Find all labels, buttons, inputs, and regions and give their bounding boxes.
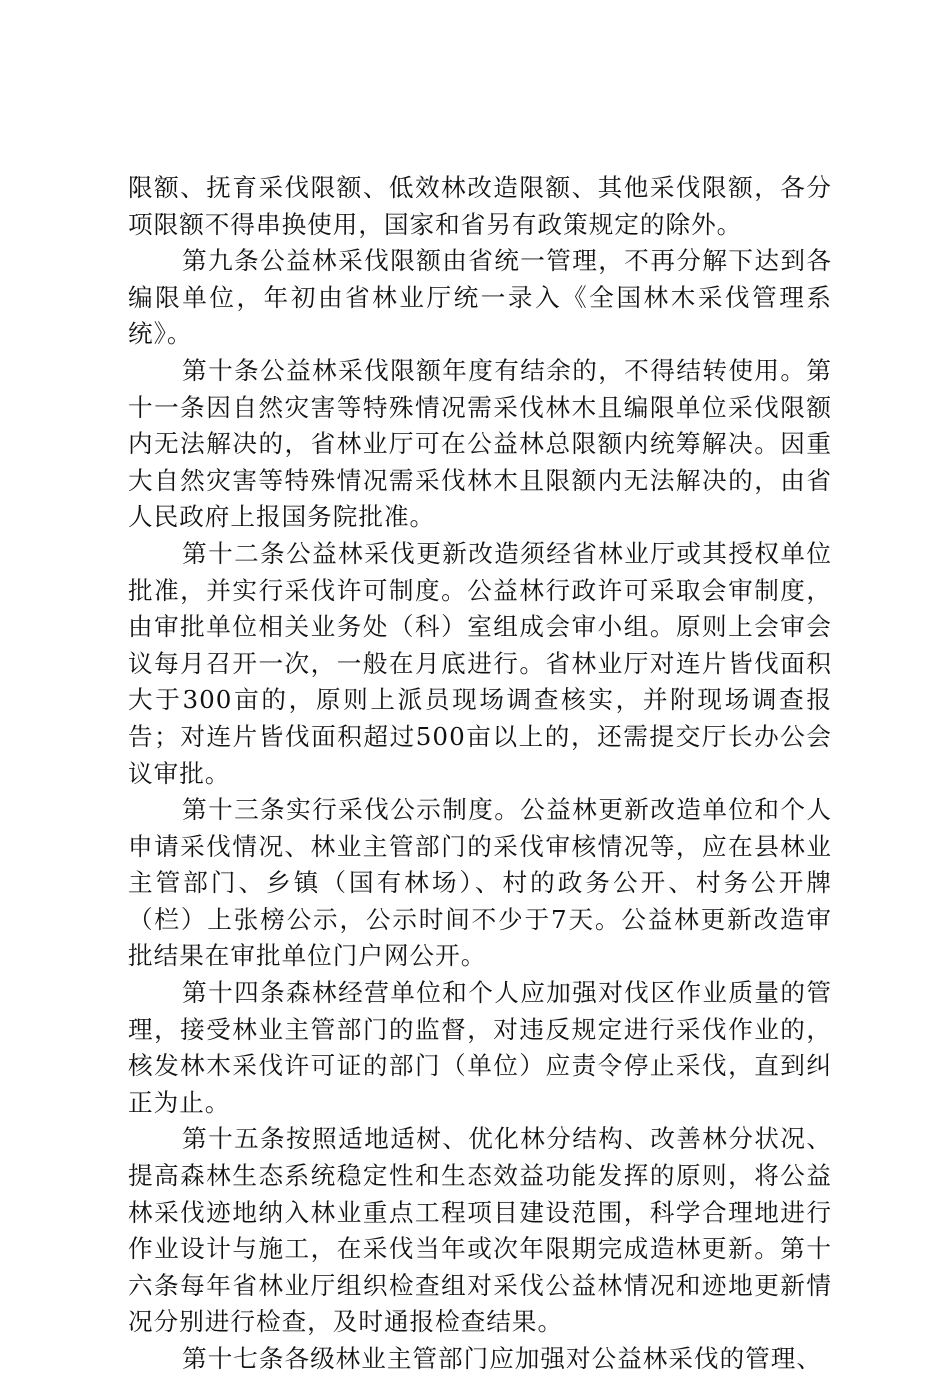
document-body bbox=[128, 170, 832, 1378]
paragraph-article-9: 第九条公益林采伐限额由省统一管理，不再分解下达到各编限单位，年初由省林业厅统一录入《全国林木采伐管理系统》。 bbox=[128, 246, 832, 349]
paragraph-article-10-11: 第十条公益林采伐限额年度有结余的，不得结转使用。第十一条因自然灾害等特殊情况需采伐林木且编限单位采伐限额内无法解决的，省林业厅可在公益林总限额内统筹解决。因重大自然灾害等特殊情况需采伐林木且限额内无法解决的，由省人民政府上报国务院批准。 bbox=[128, 355, 832, 532]
paragraph-article-15-16: 第十五条按照适地适树、优化林分结构、改善林分状况、提高森林生态系统稳定性和生态效益功能发挥的原则，将公益林采伐迹地纳入林业重点工程项目建设范围，科学合理地进行作业设计与施工，在采伐当年或次年限期完成造林更新。第十六条每年省林业厅组织检查组对采伐公益林情况和迹地更新情况分别进行检查，及时通报检查结果。 bbox=[128, 1124, 832, 1337]
paragraph-article-12: 第十二条公益林采伐更新改造须经省林业厅或其授权单位批准，并实行采伐许可制度。公益林行政许可采取会审制度，由审批单位相关业务处（科）室组成会审小组。原则上会审会议每月召开一次，一般在月底进行。省林业厅对连片皆伐面积大于300亩的，原则上派员现场调查核实，并附现场调查报告；对连片皆伐面积超过500亩以上的，还需提交厅长办公会议审批。 bbox=[128, 538, 832, 788]
paragraph-article-13: 第十三条实行采伐公示制度。公益林更新改造单位和个人申请采伐情况、林业主管部门的采伐审核情况等，应在县林业主管部门、乡镇（国有林场）、村的政务公开、村务公开牌（栏）上张榜公示，公示时间不少于7天。公益林更新改造审批结果在审批单位门户网公开。 bbox=[128, 795, 832, 971]
paragraph-continuation: 限额、抚育采伐限额、低效林改造限额、其他采伐限额，各分项限额不得串换使用，国家和省另有政策规定的除外。 bbox=[128, 173, 832, 239]
paragraph-article-14: 第十四条森林经营单位和个人应加强对伐区作业质量的管理，接受林业主管部门的监督，对违反规定进行采伐作业的，核发林木采伐许可证的部门（单位）应责令停止采伐，直到纠正为止。 bbox=[128, 978, 832, 1117]
paragraph-article-17: 第十七条各级林业主管部门应加强对公益林采伐的管理、 bbox=[182, 1344, 822, 1373]
